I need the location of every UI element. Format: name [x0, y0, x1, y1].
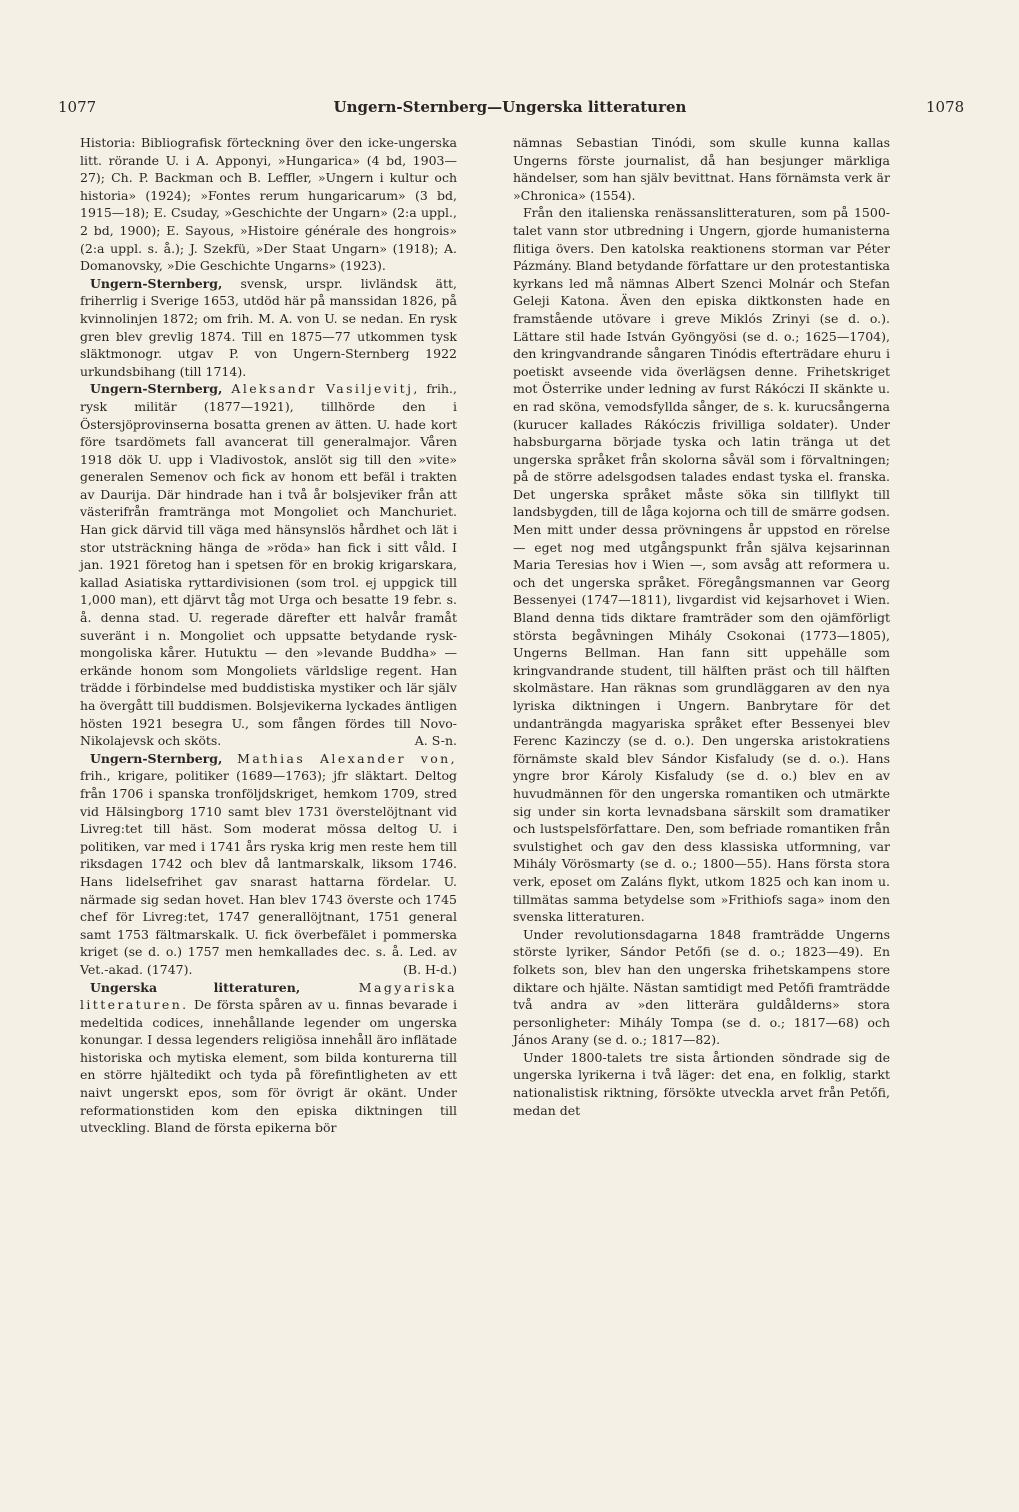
right-column [513, 134, 890, 1119]
entry-person-name: Aleksandr Vasiljevitj, [222, 381, 420, 397]
page-number-right: 1078 [926, 98, 965, 116]
entry-ungerska-litteraturen: Ungerska litteraturen, Magyariska litteraturen. De första spåren av u. finnas bevarade i medeltida codices, innehållande legender om ungerska konungar. I dessa legenders religiösa innehåll äro inflätade historiska och mytiska element, som bilda konturerna till en större hjältedikt och tyda på förefintligheten av ett naivt ungerskt epos, som för övrigt är okänt. Under reformationstiden kom den episka diktningen till utveckling. Bland de första epikerna bör [80, 979, 457, 1136]
running-title: Ungern-Sternberg—Ungerska litteraturen [333, 98, 687, 116]
entry-headword: Ungern-Sternberg, [90, 381, 223, 397]
entry-ungern-sternberg-mathias: Ungern-Sternberg, Mathias Alexander von, frih., krigare, politiker (1689—1763); jfr släktart. Deltog från 1706 i spanska tronföljdskriget, hemkom 1709, stred vid Hälsingborg 1710 samt blev 1731 överstelöjtnant vid Livreg:tet till häst. Som moderat mössa deltog U. i politiken, var med i 1741 års ryska krig men reste hem till riksdagen 1742 och blev då lantmarskalk, liksom 1746. Hans lidelsefrihet gav snarast hattarna fördelar. U. närmade sig sedan hovet. Han blev 1743 överste och 1745 chef för Livreg:tet, 1747 generallöjtnant, 1751 general samt 1753 fältmarskalk. U. fick överbefälet i pommerska kriget (se d. o.) 1757 men hemkallades dec. s. å. Led. av Vet.-akad. (1747). (B. H-d.) [80, 750, 457, 977]
left-paragraph: Historia: Bibliografisk förteckning över den icke-ungerska litt. rörande U. i A. Apponyi, »Hungarica» (4 bd, 1903—27); Ch. P. Backman och B. Leffler, »Ungern i kultur och historia» (1924); »Fontes rerum hungaricarum» (3 bd, 1915—18); E. Csuday, »Geschichte der Ungarn» (2:a uppl., 2 bd, 1900); E. Sayous, »Histoire générale des hongrois» (2:a uppl. s. å.); J. Szekfü, »Der Staat Ungarn» (1918); A. Domanovsky, »Die Geschichte Ungarns» (1923). [80, 135, 457, 274]
entry-headword: Ungern-Sternberg, [90, 750, 223, 766]
entry-alt-name: Magyariska litteraturen. [80, 979, 457, 1013]
right-paragraph: Från den italienska renässanslitteraturen, som på 1500-talet vann stor utbredning i Ungern, gjorde humanisterna flitiga övers. Den katolska reaktionens storman var Péter Pázmány. Bland betydande författare ur den protestantiska kyrkans led må nämnas Albert Szenci Molnár och Stefan Geleji Katona. Även den episka diktkonsten hade en framstående utövare i greve Miklós Zrinyi (se d. o.). Lättare stil hade István Gyöngyösi (se d. o.; 1625—1704), den kringvandrande sångaren Tinódis efterträdare ehuru i poetiskt avseende vida överlägsen denne. Frihetskriget mot Österrike under ledning av furst Rákóczi II skänkte u. en rad sköna, vemodsfyllda sånger, de s. k. kurucsångerna (kurucer kallades Rákóczis frivilliga soldater). Under habsburgarna började tyska och latin tränga ut det ungerska språket från skolorna såväl som i förvaltningen; på de större adelsgodsen talades endast tyska el. franska. Det ungerska språket måste söka sin tillflykt till landsbygden, till de låga kojorna och till de smärre godsen. Men mitt under dessa prövningens år uppstod en rörelse — eget nog med utgångspunkt från själva kejsarinnan Maria Teresias hov i Wien —, som avsåg att reformera u. och det ungerska språket. Föregångsmannen var Georg Bessenyei (1747—1811), livgardist vid kejsarhovet i Wien. Bland denna tids diktare framträder som den ojämförligt största begåvningen Mihály Csokonai (1773—1805), Ungerns Bellman. Han fann sitt uppehälle som kringvandrande student, till hälften präst och till hälften skolmästare. Han räknas som grundläggaren av den nya lyriska diktningen i Ungern. Banbrytare för det undanträngda magyariska språket efter Bessenyei blev Ferenc Kazinczy (se d. o.). Den ungerska aristokratiens förnämste skald blev Sándor Kisfaludy (se d. o.). Hans yngre bror Károly Kisfaludy (se d. o.) blev en av huvudmännen för den ungerska romantiken och utmärkte sig under sin korta levnadsbana särskilt som dramatiker och lustspelsförfattare. Den, som befriade romantiken från svulstighet och gav den dess klassiska utformning, var Mihály Vörösmarty (se d. o.; 1800—55). Hans första stora verk, eposet om Zaláns flykt, utkom 1825 och kan inom u. tillmätas samma betydelse som »Frithiofs saga» inom den svenska litteraturen. [513, 205, 890, 925]
left-column [80, 134, 457, 1137]
author-signature: A. S-n. [414, 733, 457, 749]
entry-headword: Ungern-Sternberg, [90, 275, 223, 291]
entry-ungern-sternberg-family: Ungern-Sternberg, svensk, urspr. livländsk ätt, friherrlig i Sverige 1653, utdöd här på manssidan 1826, på kvinnolinjen 1872; om frih. M. A. von U. se nedan. En rysk gren blev grevlig 1874. Till en 1875—77 utkommen tysk släktmonogr. utgav P. von Ungern-Sternberg 1922 urkundsbihang (till 1714). [80, 275, 457, 379]
entry-person-name: Mathias Alexander von, [222, 750, 457, 766]
author-signature: (B. H-d.) [403, 961, 457, 977]
page-number-left: 1077 [58, 98, 97, 116]
right-paragraph: Under 1800-talets tre sista årtionden söndrade sig de ungerska lyrikerna i två läger: det ena, en folklig, starkt nationalistisk riktning, försökte utveckla arvet från Petőfi, medan det [513, 1049, 890, 1118]
entry-ungern-sternberg-aleksandr: Ungern-Sternberg, Aleksandr Vasiljevitj, frih., rysk militär (1877—1921), tillhörde den i Östersjöprovinserna bosatta grenen av ätten. U. hade kort före tsardömets fall avancerat till generalmajor. Våren 1918 dök U. upp i Vladivostok, anslöt sig till den »vite» generalen Semenov och fick av honom ett befäl i trakten av Daurija. Där hindrade han i två år bolsjeviker från att västerifrån framtränga mot Mongoliet och Manchuriet. Han gick därvid till väga med hänsynslös hårdhet och lät i stor utsträckning hänga de »röda» han fick i sitt våld. I jan. 1921 företog han i spetsen för en brokig krigarskara, kallad Asiatiska ryttardivisionen (som trol. ej uppgick till 1,000 man), ett djärvt tåg mot Urga och besatte 19 febr. s. å. denna stad. U. regerade därefter ett halvår framåt suveränt i n. Mongoliet och uppsatte betydande rysk-mongoliska kårer. Hutuktu — den »levande Buddha» — erkände honom som Mongoliets världslige regent. Han trädde i förbindelse med buddistiska mystiker och lär själv ha övergått till buddismen. Bolsjevikerna lyckades äntligen hösten 1921 besegra U., som fången fördes till Novo-Nikolajevsk och sköts. A. S-n. [80, 381, 457, 749]
right-paragraph: nämnas Sebastian Tinódi, som skulle kunna kallas Ungerns förste journalist, då han besjunger märkliga händelser, som han själv bevittnat. Hans förnämsta verk är »Chronica» (1554). [513, 135, 890, 203]
entry-headword: Ungerska litteraturen, [90, 979, 301, 995]
right-paragraph: Under revolutionsdagarna 1848 framträdde Ungerns störste lyriker, Sándor Petőfi (se d. o.; 1823—49). En folkets son, blev han den ungerska frihetskampens store diktare och hjälte. Nästan samtidigt med Petőfi framträdde två andra av »den litterära guldålderns» stora personligheter: Mihály Tompa (se d. o.; 1817—68) och János Arany (se d. o.; 1817—82). [513, 926, 890, 1048]
